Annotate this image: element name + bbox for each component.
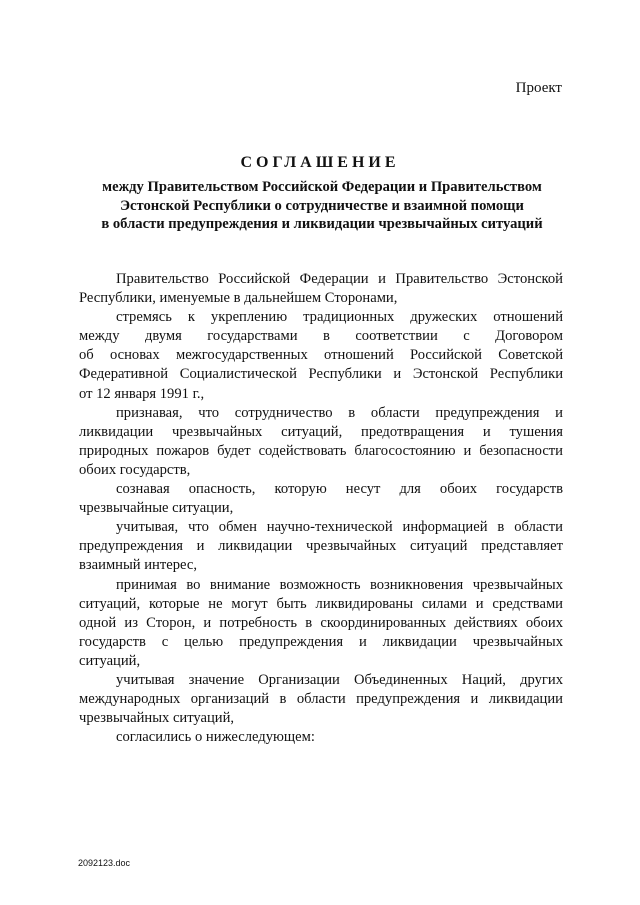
subtitle-line: Эстонской Республики о сотрудничестве и взаимной помощи bbox=[120, 197, 524, 214]
paragraph-line: между двумя государствами в соответствии с Договором bbox=[79, 328, 563, 345]
paragraph bbox=[79, 728, 563, 747]
subtitle-line: между Правительством Российской Федерации и Правительством bbox=[102, 179, 542, 195]
paragraph-line: Правительство Российской Федерации и Правительство Эстонской bbox=[116, 271, 563, 287]
paragraph-line: природных пожаров будет содействовать благосостоянию и безопасности bbox=[79, 442, 563, 459]
paragraph-line: от 12 января 1991 г., bbox=[79, 385, 205, 402]
paragraph-line: учитывая, что обмен научно-технической информацией в области bbox=[116, 519, 563, 536]
paragraph-line: чрезвычайных ситуаций, bbox=[79, 710, 235, 727]
paragraph bbox=[79, 518, 563, 575]
paragraph-line: обоих государств, bbox=[79, 461, 191, 478]
paragraph-line: согласились о нижеследующем: bbox=[116, 729, 315, 746]
paragraph-line: об основах межгосударственных отношений Российской Советской bbox=[79, 347, 563, 364]
file-name: 2092123.doc bbox=[78, 858, 131, 868]
paragraph-line: государств с целью предупреждения и ликвидации чрезвычайных bbox=[79, 633, 563, 650]
draft-label: Проект bbox=[515, 80, 562, 96]
paragraph-line: учитывая значение Организации Объединенных Наций, других bbox=[116, 671, 563, 688]
subtitle-line: в области предупреждения и ликвидации чрезвычайных ситуаций bbox=[101, 216, 543, 232]
paragraph-line: международных организаций в области предупреждения и ликвидации bbox=[79, 691, 563, 708]
document-subtitle bbox=[80, 178, 564, 234]
paragraph-line: принимая во внимание возможность возникновения чрезвычайных bbox=[116, 576, 563, 593]
paragraph bbox=[79, 308, 563, 403]
paragraph-line: взаимный интерес, bbox=[79, 557, 197, 574]
paragraph-line: признавая, что сотрудничество в области предупреждения и bbox=[116, 404, 563, 421]
paragraph-line: одной из Сторон, и потребность в скоординированных действиях обоих bbox=[79, 614, 563, 631]
paragraph-line: Республики, именуемые в дальнейшем Сторонами, bbox=[79, 290, 398, 307]
paragraph bbox=[79, 671, 563, 728]
paragraph bbox=[79, 576, 563, 671]
paragraph bbox=[79, 270, 563, 308]
paragraph-line: чрезвычайные ситуации, bbox=[79, 500, 234, 517]
paragraph-line: Федеративной Социалистической Республики и Эстонской Республики bbox=[79, 366, 563, 383]
document-title: СОГЛАШЕНИЕ bbox=[240, 154, 400, 171]
paragraph-line: ситуаций, которые не могут быть ликвидированы силами и средствами bbox=[79, 595, 563, 612]
paragraph-line: ситуаций, bbox=[79, 652, 141, 669]
paragraph-line: ликвидации чрезвычайных ситуаций, предотвращения и тушения bbox=[79, 423, 563, 440]
document-body bbox=[79, 270, 563, 747]
paragraph-line: предупреждения и ликвидации чрезвычайных ситуаций представляет bbox=[79, 538, 563, 555]
paragraph bbox=[79, 480, 563, 518]
paragraph-line: сознавая опасность, которую несут для обоих государств bbox=[116, 481, 563, 498]
paragraph bbox=[79, 404, 563, 480]
paragraph-line: стремясь к укреплению традиционных дружеских отношений bbox=[116, 309, 563, 326]
